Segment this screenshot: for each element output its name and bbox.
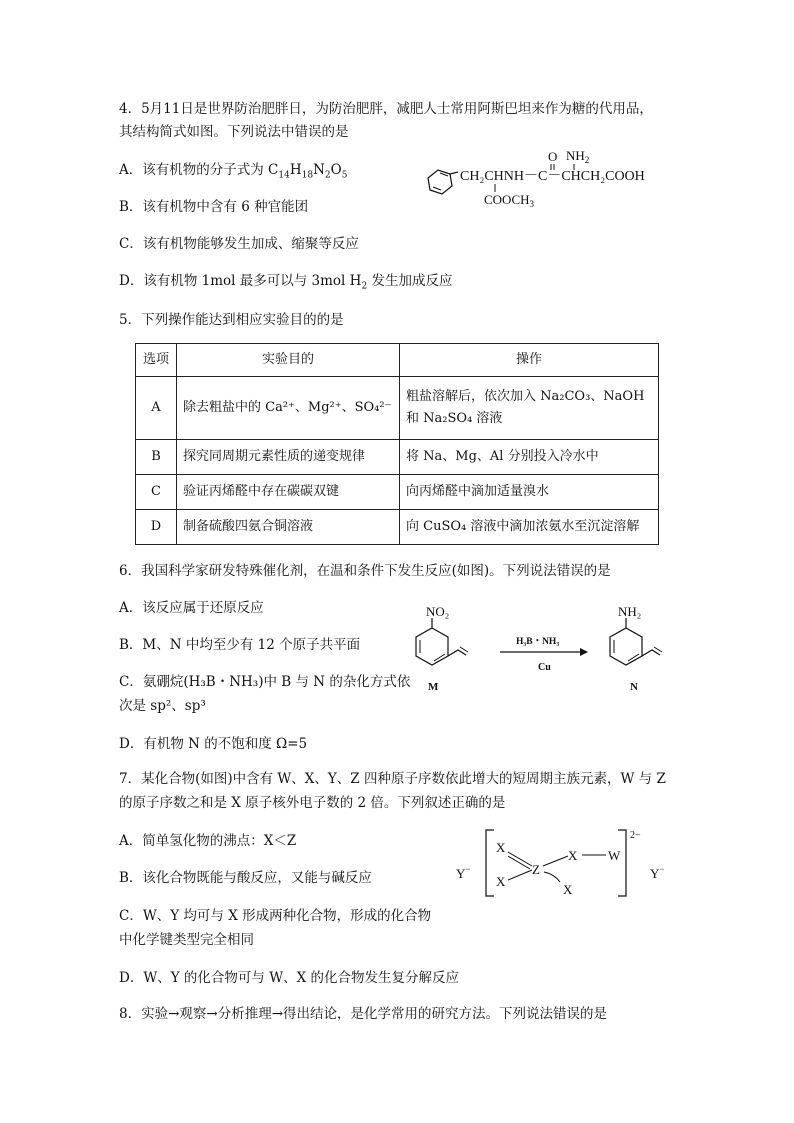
- svg-text:X: X: [496, 840, 506, 855]
- n-benzene-ring: [610, 628, 642, 665]
- q8-stem: 8．实验→观察→分析推理→得出结论，是化学常用的研究方法。下列说法错误的是: [119, 1006, 608, 1022]
- reagent-label: H₃B・NH₃: [516, 637, 560, 647]
- q4-option-a: A．该有机物的分子式为 $C_{14}H_{18}N_2O_5$: [119, 162, 348, 181]
- svg-text:X: X: [563, 882, 573, 897]
- table-row: [136, 440, 659, 475]
- table-row: [136, 475, 659, 510]
- svg-text:W: W: [608, 848, 621, 863]
- bracket-left: [486, 830, 494, 896]
- experiment-table: [135, 343, 659, 545]
- q6-option-c-line1: C．氨硼烷(H₃B・NH₃)中 B 与 N 的杂化方式依: [119, 674, 411, 690]
- q7-option-b: B．该化合物既能与酸反应，又能与碱反应: [119, 870, 372, 886]
- q7-option-c-line2: 中化学键类型完全相同: [119, 932, 254, 948]
- ester-group: $COOCH_3$: [484, 192, 535, 209]
- row-goal: 制备硫酸四氨合铜溶液: [177, 510, 400, 545]
- row-option: A: [136, 377, 177, 440]
- catalyst-label: Cu: [538, 662, 551, 673]
- row-goal: 验证丙烯醛中存在碳碳双键: [177, 475, 400, 510]
- q4-option-c: C．该有机物能够发生加成、缩聚等反应: [119, 236, 359, 252]
- row-option: C: [136, 475, 177, 510]
- q7-option-c-line1: C．W、Y 均可与 X 形成两种化合物，形成的化合物: [119, 908, 432, 924]
- row-goal: 探究同周期元素性质的递变规律: [177, 440, 400, 475]
- aspartame-structure: [420, 142, 680, 212]
- table-row: [136, 377, 659, 440]
- compound-structure: [450, 822, 680, 902]
- header-goal: 实验目的: [177, 344, 400, 377]
- svg-text:X: X: [496, 874, 506, 889]
- q7-stem-line1: 7．某化合物(如图)中含有 W、X、Y、Z 四种原子序数依此增大的短周期主族元素，W 与 Z: [119, 771, 666, 787]
- q7-option-d: D．W、Y 的化合物可与 W、X 的化合物发生复分解反应: [119, 970, 459, 986]
- nitro-group: NO₂: [426, 604, 450, 619]
- header-operation: 操作: [400, 344, 659, 377]
- q4-stem-line1: 4．5月11日是世界防治肥胖日，为防治肥胖，减肥人士常用阿斯巴坦来作为糖的代用品，: [119, 101, 653, 117]
- y-cation-right: Y−: [650, 864, 665, 881]
- bracket-right: [618, 830, 626, 896]
- svg-text:Z: Z: [532, 862, 540, 877]
- table-row: [136, 510, 659, 545]
- label-m: M: [428, 681, 439, 693]
- carbonyl-o: O: [548, 149, 558, 164]
- row-operation: 将 Na、Mg、Al 分别投入冷水中: [400, 440, 659, 475]
- row-operation: 向丙烯醛中滴加适量溴水: [400, 475, 659, 510]
- q7-stem-line2: 的原子序数之和是 X 原子核外电子数的 2 倍。下列叙述正确的是: [119, 795, 506, 811]
- q4-option-d: D．该有机物 1mol 最多可以与 3mol $H_2$ 发生加成反应: [119, 273, 453, 292]
- amino-group: $NH_2$: [566, 148, 590, 165]
- m-benzene-ring: [416, 628, 448, 665]
- svg-text:X: X: [568, 848, 578, 863]
- q4-stem-line2: 其结构简式如图。下列说法中错误的是: [119, 124, 349, 140]
- q7-option-a: A．简单氢化物的沸点：X＜Z: [119, 833, 297, 849]
- row-goal: 除去粗盐中的 Ca²⁺、Mg²⁺、SO₄²⁻: [177, 377, 400, 440]
- q6-option-c-line2: 次是 sp²、sp³: [119, 698, 206, 714]
- header-option: 选项: [136, 344, 177, 377]
- q6-stem: 6．我国科学家研发特殊催化剂，在温和条件下发生反应(如图)。下列说法错误的是: [119, 563, 611, 579]
- table-header-row: [136, 344, 659, 377]
- label-n: N: [630, 681, 638, 693]
- row-option: D: [136, 510, 177, 545]
- q5-stem: 5．下列操作能达到相应实验目的的是: [119, 312, 344, 328]
- reduction-scheme: [408, 600, 678, 700]
- row-option: B: [136, 440, 177, 475]
- q6-option-a: A．该反应属于还原反应: [119, 600, 264, 616]
- amino-group: NH₂: [618, 604, 642, 619]
- q4-option-b: B．该有机物中含有 6 种官能团: [119, 199, 309, 215]
- row-operation: 粗盐溶解后，依次加入 Na₂CO₃、NaOH 和 Na₂SO₄ 溶液: [400, 377, 659, 440]
- row-operation: 向 CuSO₄ 溶液中滴加浓氨水至沉淀溶解: [400, 510, 659, 545]
- y-cation-left: Y−: [456, 864, 471, 881]
- benzene-ring: [428, 170, 452, 194]
- main-chain: CH₂CHNH－C－CHCH₂COOH: [460, 169, 645, 184]
- q6-option-d: D．有机物 N 的不饱和度 Ω=5: [119, 736, 308, 752]
- anion-charge: 2−: [630, 830, 641, 841]
- q6-option-b: B．M、N 中均至少有 12 个原子共平面: [119, 637, 361, 653]
